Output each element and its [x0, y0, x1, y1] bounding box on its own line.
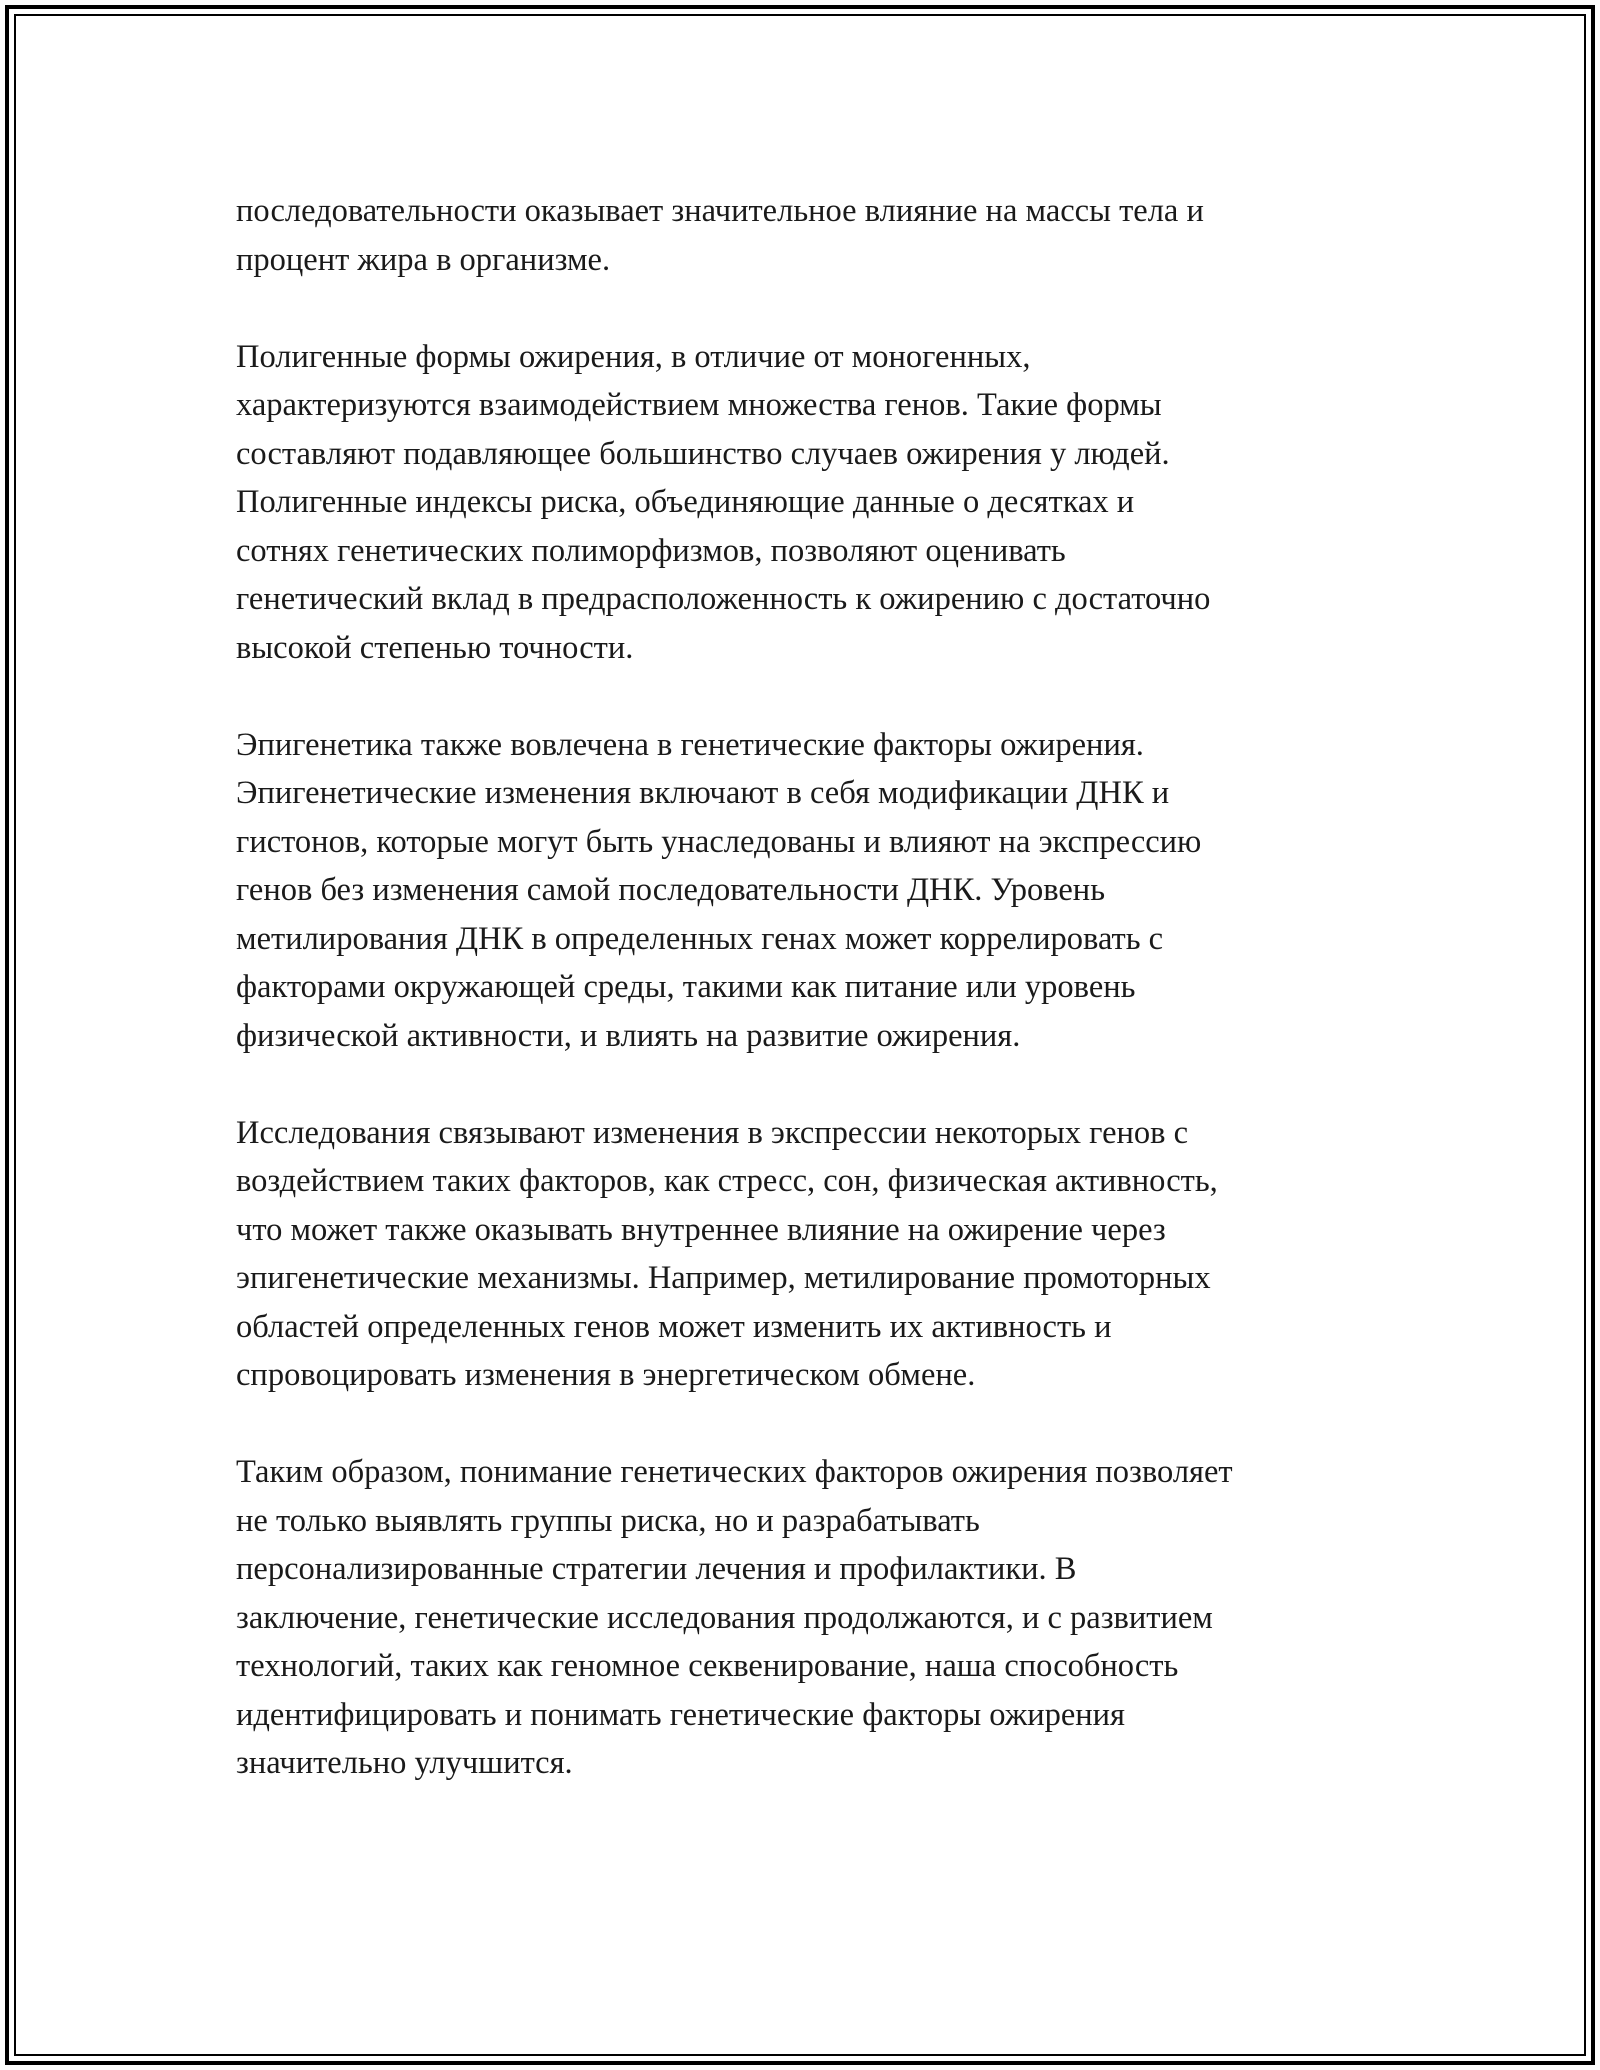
paragraph-1: последовательности оказывает значительное влияние на массы тела и процент жира в организме.	[236, 193, 1204, 278]
paragraph-5: Таким образом, понимание генетических факторов ожирения позволяет не только выявлять группы риска, но и разрабатывать персонализированные стратегии лечения и профилактики. В заключение, генетические исследования продолжаются, и с развитием технологий, таких как геномное секвенирование, наша способность идентифицировать и понимать генетические факторы ожирения значительно улучшится.	[236, 1454, 1233, 1781]
paragraph-4: Исследования связывают изменения в экспрессии некоторых генов с воздействием таких факторов, как стресс, сон, физическая активность, что может также оказывать внутреннее влияние на ожирение через эпигенетические механизмы. Например, метилирование промоторных областей определенных генов может изменить их активность и спровоцировать изменения в энергетическом обмене.	[236, 1114, 1218, 1393]
paragraph-2: Полигенные формы ожирения, в отличие от моногенных, характеризуются взаимодействием множества генов. Такие формы составляют подавляющее большинство случаев ожирения у людей. Полигенные индексы риска, объединяющие данные о десятках и сотнях генетических полиморфизмов, позволяют оценивать генетический вклад в предрасположенность к ожирению с достаточно высокой степенью точности.	[236, 338, 1211, 666]
paragraph-3: Эпигенетика также вовлечена в генетические факторы ожирения. Эпигенетические изменения включают в себя модификации ДНК и гистонов, которые могут быть унаследованы и влияют на экспрессию генов без изменения самой последовательности ДНК. Уровень метилирования ДНК в определенных генах может коррелировать с факторами окружающей среды, такими как питание или уровень физической активности, и влиять на развитие ожирения.	[236, 726, 1202, 1054]
document-body	[236, 187, 1386, 1788]
